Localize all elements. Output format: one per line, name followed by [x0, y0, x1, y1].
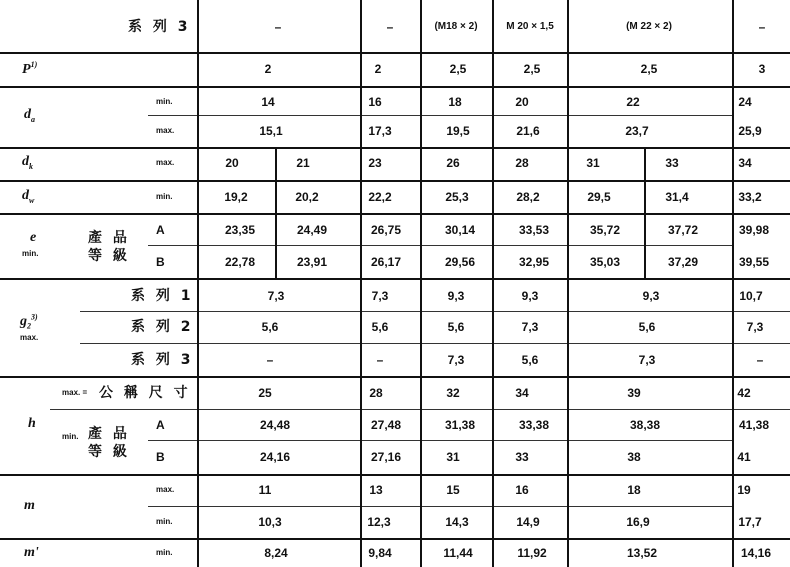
cell: 29,56 — [444, 255, 476, 269]
g2-symbol: $g_2^{3)}$ — [20, 312, 38, 331]
row-rule — [0, 278, 790, 280]
cell: 34 — [738, 156, 752, 170]
min-qualifier: min. — [62, 432, 79, 441]
grade-b-label: B — [156, 450, 165, 464]
min-qualifier: min. — [22, 249, 39, 258]
cell: 10,3 — [258, 515, 282, 529]
row-rule — [148, 506, 732, 507]
cell: 7,3 — [521, 320, 539, 334]
series1-label: 系 列 1 — [131, 288, 194, 304]
m-symbol: m — [24, 498, 35, 513]
max-qualifier: max. — [20, 333, 39, 342]
cell: 35,03 — [589, 255, 621, 269]
max-qualifier: max. — [156, 485, 175, 494]
product-grade-label: 等 級 — [88, 248, 130, 264]
grade-a-label: A — [156, 418, 165, 432]
cell: 2,5 — [449, 62, 467, 76]
cell: 5,6 — [447, 320, 465, 334]
grade-a-label: A — [156, 223, 165, 237]
cell: 38 — [627, 450, 641, 464]
cell: 15,1 — [259, 124, 283, 138]
dk-symbol: $d_k$ — [22, 154, 33, 171]
cell: 25 — [258, 386, 272, 400]
cell: 9,3 — [521, 289, 539, 303]
cell: 31,4 — [665, 190, 689, 204]
cell: 29,5 — [587, 190, 611, 204]
cell: 33,38 — [518, 418, 550, 432]
cell: 25,9 — [738, 124, 762, 138]
cell: 19 — [737, 483, 751, 497]
cell: 32,95 — [518, 255, 550, 269]
cell: 33,53 — [518, 223, 550, 237]
cell: 5,6 — [521, 353, 539, 367]
row-rule — [80, 343, 790, 344]
cell: 22 — [626, 95, 640, 109]
product-grade-label: 產 品 — [88, 230, 130, 246]
cell: 26,17 — [370, 255, 402, 269]
cell: 14,3 — [445, 515, 469, 529]
cell: 25,3 — [445, 190, 469, 204]
column-rule — [275, 147, 277, 278]
cell: 32 — [446, 386, 460, 400]
cell: 7,3 — [371, 289, 389, 303]
cell: 14 — [261, 95, 275, 109]
cell: 2 — [374, 62, 382, 76]
cell: 24,16 — [259, 450, 291, 464]
cell: 10,7 — [739, 289, 763, 303]
cell: 9,84 — [368, 546, 392, 560]
cell: – — [266, 353, 274, 367]
cell: 17,7 — [738, 515, 762, 529]
row-rule — [148, 115, 732, 116]
da-symbol: $d_a$ — [24, 107, 35, 124]
cell: 13,52 — [626, 546, 658, 560]
p-symbol: $P^{1)}$ — [22, 60, 38, 77]
cell: 3 — [758, 62, 766, 76]
cell: 17,3 — [368, 124, 392, 138]
cell: 22,2 — [368, 190, 392, 204]
cell: 42 — [737, 386, 751, 400]
cell: M 20 × 1,5 — [506, 21, 554, 32]
cell: 11 — [258, 483, 272, 497]
min-qualifier: min. — [156, 517, 173, 526]
cell: 21,6 — [516, 124, 540, 138]
cell: – — [274, 20, 282, 34]
cell: 31 — [446, 450, 460, 464]
row-rule — [0, 86, 790, 88]
dw-symbol: $d_w$ — [22, 188, 35, 205]
cell: 15 — [446, 483, 460, 497]
cell: 34 — [515, 386, 529, 400]
row-rule — [0, 474, 790, 476]
row-rule — [0, 538, 790, 540]
cell: 16 — [368, 95, 382, 109]
cell: 33 — [515, 450, 529, 464]
cell: (M18 × 2) — [434, 21, 478, 32]
cell: 26,75 — [370, 223, 402, 237]
column-rule — [732, 0, 734, 567]
cell: 39,55 — [738, 255, 770, 269]
cell: – — [376, 353, 384, 367]
cell: 31,38 — [444, 418, 476, 432]
column-rule — [492, 0, 494, 567]
max-qualifier: max. — [156, 126, 175, 135]
cell: 16 — [515, 483, 529, 497]
column-rule — [644, 147, 646, 278]
cell: 7,3 — [447, 353, 465, 367]
cell: 11,92 — [517, 546, 547, 560]
cell: 24,48 — [259, 418, 291, 432]
cell: 26 — [446, 156, 460, 170]
cell: 20 — [225, 156, 239, 170]
cell: 27,16 — [370, 450, 402, 464]
cell: 20 — [515, 95, 529, 109]
cell: 35,72 — [589, 223, 621, 237]
cell: 9,3 — [447, 289, 465, 303]
row-rule — [0, 213, 790, 215]
max-qualifier: max. — [156, 158, 175, 167]
cell: 39 — [627, 386, 641, 400]
cell: 18 — [627, 483, 641, 497]
cell: 37,29 — [667, 255, 699, 269]
column-rule — [567, 0, 569, 567]
cell: 12,3 — [367, 515, 391, 529]
row-rule — [0, 147, 790, 149]
h-symbol: h — [28, 416, 36, 431]
cell: 7,3 — [638, 353, 656, 367]
cell: 31 — [586, 156, 600, 170]
cell: 28,2 — [516, 190, 540, 204]
cell: 2 — [264, 62, 272, 76]
cell: 28 — [369, 386, 383, 400]
cell: 19,5 — [446, 124, 470, 138]
cell: 19,2 — [224, 190, 248, 204]
grade-b-label: B — [156, 255, 165, 269]
cell: 23,7 — [625, 124, 649, 138]
cell: 23,91 — [296, 255, 328, 269]
cell: 41 — [737, 450, 751, 464]
cell: 11,44 — [443, 546, 473, 560]
product-grade-label: 產 品 — [88, 426, 130, 442]
nominal-size-label: 公 稱 尺 寸 — [99, 385, 191, 401]
cell: 5,6 — [638, 320, 656, 334]
cell: 2,5 — [640, 62, 658, 76]
cell: 18 — [448, 95, 462, 109]
cell: 14,9 — [516, 515, 540, 529]
column-rule — [197, 0, 199, 567]
cell: 38,38 — [629, 418, 661, 432]
min-qualifier: min. — [156, 548, 173, 557]
cell: 30,14 — [444, 223, 476, 237]
cell: 28 — [515, 156, 529, 170]
cell: 24,49 — [296, 223, 328, 237]
cell: 8,24 — [264, 546, 288, 560]
m-prime-symbol: m' — [24, 545, 39, 560]
cell: – — [756, 353, 764, 367]
cell: – — [758, 20, 766, 34]
cell: 5,6 — [371, 320, 389, 334]
cell: 27,48 — [370, 418, 402, 432]
cell: 20,2 — [295, 190, 319, 204]
row-rule — [80, 311, 790, 312]
series2-label: 系 列 2 — [131, 319, 194, 335]
cell: 7,3 — [746, 320, 764, 334]
cell: 39,98 — [738, 223, 770, 237]
cell: 33,2 — [738, 190, 762, 204]
cell: 22,78 — [224, 255, 256, 269]
column-rule — [420, 0, 422, 567]
cell: 5,6 — [261, 320, 279, 334]
product-grade-label: 等 級 — [88, 444, 130, 460]
cell: 7,3 — [267, 289, 285, 303]
column-rule — [360, 0, 362, 567]
e-symbol: e — [30, 230, 37, 245]
cell: 24 — [738, 95, 752, 109]
min-qualifier: min. — [156, 97, 173, 106]
cell: (M 22 × 2) — [626, 21, 672, 32]
cell: 23 — [368, 156, 382, 170]
row-rule — [0, 52, 790, 54]
cell: 13 — [369, 483, 383, 497]
cell: 16,9 — [626, 515, 650, 529]
cell: 41,38 — [738, 418, 770, 432]
cell: 14,16 — [740, 546, 772, 560]
max-nominal-qualifier: max. = — [62, 388, 88, 397]
cell: 2,5 — [523, 62, 541, 76]
row-rule — [0, 180, 790, 182]
cell: 9,3 — [642, 289, 660, 303]
cell: – — [386, 20, 394, 34]
row-rule — [0, 376, 790, 378]
series3-label: 系 列 3 — [131, 352, 194, 368]
series3-label: 系 列 3 — [128, 19, 191, 35]
cell: 37,72 — [667, 223, 699, 237]
min-qualifier: min. — [156, 192, 173, 201]
cell: 23,35 — [224, 223, 256, 237]
cell: 33 — [665, 156, 679, 170]
cell: 21 — [296, 156, 310, 170]
row-rule — [148, 440, 732, 441]
